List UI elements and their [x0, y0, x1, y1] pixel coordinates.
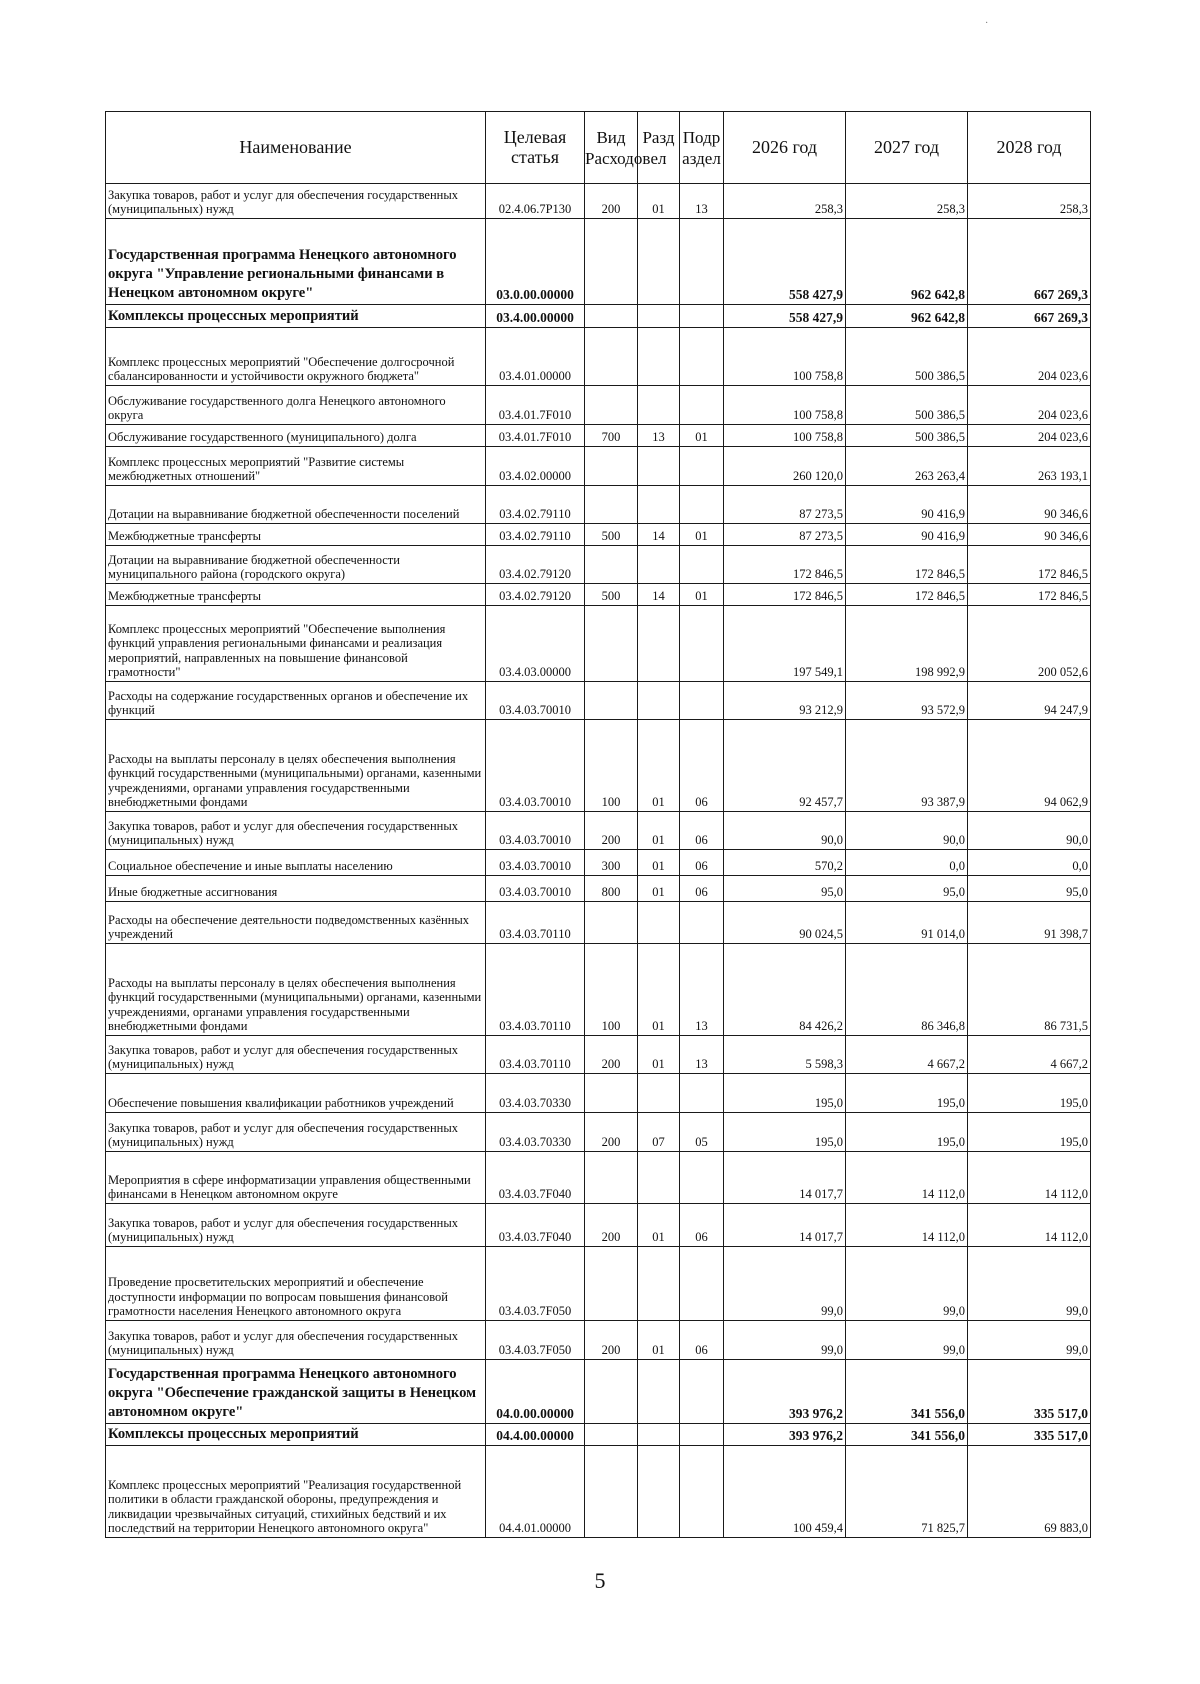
table-row: [106, 902, 1091, 944]
cell-name: Обслуживание государственного (муниципального) долга: [106, 425, 486, 447]
cell-2027: 14 112,0: [846, 1152, 968, 1204]
cell-name: Дотации на выравнивание бюджетной обеспеченности поселений: [106, 486, 486, 524]
cell-target-article: 03.4.01.7F010: [486, 425, 585, 447]
header-podrazdel: Подр аздел: [680, 112, 724, 184]
cell-subsection: [680, 386, 724, 425]
cell-2026: 5 598,3: [724, 1036, 846, 1074]
cell-section: 07: [638, 1113, 680, 1152]
cell-expense-type: [585, 682, 638, 720]
cell-target-article: 03.4.02.79110: [486, 486, 585, 524]
cell-2028: 91 398,7: [968, 902, 1091, 944]
cell-section: [638, 486, 680, 524]
table-row: [106, 1036, 1091, 1074]
cell-name: Закупка товаров, работ и услуг для обеспечения государственных (муниципальных) нужд: [106, 1321, 486, 1360]
table-row: [106, 184, 1091, 219]
table-row: [106, 1247, 1091, 1321]
cell-subsection: [680, 1446, 724, 1538]
cell-2026: 258,3: [724, 184, 846, 219]
cell-expense-type: [585, 1074, 638, 1113]
cell-2027: 341 556,0: [846, 1360, 968, 1424]
header-vid: Вид Расходов: [585, 112, 638, 184]
cell-2027: 0,0: [846, 850, 968, 876]
cell-2026: 197 549,1: [724, 606, 846, 682]
cell-name: Расходы на выплаты персоналу в целях обеспечения выполнения функций государственными (муниципальными) органами, казенными учреждениями, органами управления государственными внебюджетными фондами: [106, 720, 486, 812]
cell-2028: 0,0: [968, 850, 1091, 876]
header-2027: 2027 год: [846, 112, 968, 184]
cell-target-article: 03.4.03.70110: [486, 1036, 585, 1074]
cell-2028: 204 023,6: [968, 328, 1091, 386]
table-row: [106, 305, 1091, 328]
page-number: 5: [594, 1568, 606, 1593]
cell-section: [638, 305, 680, 328]
cell-2028: 263 193,1: [968, 447, 1091, 486]
cell-subsection: [680, 1247, 724, 1321]
cell-name: Комплекс процессных мероприятий "Реализация государственной политики в области гражданской обороны, предупреждения и ликвидации чрезвычайных ситуаций, стихийных бедствий и их последствий на территории Ненецкого автономного округа": [106, 1446, 486, 1538]
cell-section: 01: [638, 850, 680, 876]
cell-subsection: [680, 1360, 724, 1424]
cell-2028: 90 346,6: [968, 524, 1091, 546]
cell-2028: 335 517,0: [968, 1424, 1091, 1446]
cell-name: Комплекс процессных мероприятий "Обеспечение выполнения функций управления региональными финансами и реализация мероприятий, направленных на повышение финансовой грамотности": [106, 606, 486, 682]
cell-expense-type: [585, 386, 638, 425]
cell-2028: 258,3: [968, 184, 1091, 219]
cell-subsection: [680, 447, 724, 486]
cell-section: [638, 1247, 680, 1321]
cell-subsection: 06: [680, 1204, 724, 1247]
cell-2026: 14 017,7: [724, 1152, 846, 1204]
cell-target-article: 03.4.02.00000: [486, 447, 585, 486]
cell-target-article: 04.4.00.00000: [486, 1424, 585, 1446]
cell-2028: 204 023,6: [968, 386, 1091, 425]
cell-target-article: 03.4.02.79120: [486, 584, 585, 606]
cell-expense-type: 500: [585, 524, 638, 546]
cell-2026: 570,2: [724, 850, 846, 876]
cell-subsection: [680, 1424, 724, 1446]
cell-section: [638, 1074, 680, 1113]
cell-target-article: 03.4.03.70010: [486, 682, 585, 720]
cell-target-article: 03.4.02.79120: [486, 546, 585, 584]
cell-subsection: 06: [680, 850, 724, 876]
cell-expense-type: 200: [585, 184, 638, 219]
cell-2026: 99,0: [724, 1321, 846, 1360]
cell-2027: 962 642,8: [846, 305, 968, 328]
cell-expense-type: [585, 219, 638, 305]
table-row: [106, 486, 1091, 524]
cell-2026: 14 017,7: [724, 1204, 846, 1247]
cell-target-article: 04.0.00.00000: [486, 1360, 585, 1424]
cell-target-article: 03.4.00.00000: [486, 305, 585, 328]
cell-2028: 69 883,0: [968, 1446, 1091, 1538]
cell-expense-type: 100: [585, 720, 638, 812]
cell-target-article: 03.4.03.70010: [486, 876, 585, 902]
cell-2027: 93 387,9: [846, 720, 968, 812]
cell-name: Государственная программа Ненецкого автономного округа "Управление региональными финансами в Ненецком автономном округе": [106, 219, 486, 305]
cell-expense-type: [585, 447, 638, 486]
cell-name: Закупка товаров, работ и услуг для обеспечения государственных (муниципальных) нужд: [106, 1204, 486, 1247]
cell-2028: 204 023,6: [968, 425, 1091, 447]
cell-2027: 95,0: [846, 876, 968, 902]
cell-2026: 172 846,5: [724, 546, 846, 584]
table-row: [106, 682, 1091, 720]
cell-expense-type: 700: [585, 425, 638, 447]
cell-2028: 86 731,5: [968, 944, 1091, 1036]
cell-2027: 258,3: [846, 184, 968, 219]
cell-target-article: 03.4.03.7F050: [486, 1321, 585, 1360]
cell-subsection: [680, 902, 724, 944]
cell-subsection: [680, 1152, 724, 1204]
table-row: [106, 386, 1091, 425]
cell-expense-type: [585, 486, 638, 524]
cell-name: Расходы на содержание государственных органов и обеспечение их функций: [106, 682, 486, 720]
cell-name: Мероприятия в сфере информатизации управления общественными финансами в Ненецком автономном округе: [106, 1152, 486, 1204]
cell-section: 01: [638, 1204, 680, 1247]
cell-section: [638, 219, 680, 305]
cell-subsection: [680, 486, 724, 524]
cell-section: 14: [638, 584, 680, 606]
cell-subsection: 13: [680, 1036, 724, 1074]
cell-expense-type: [585, 1247, 638, 1321]
cell-name: Государственная программа Ненецкого автономного округа "Обеспечение гражданской защиты в Ненецком автономном округе": [106, 1360, 486, 1424]
table-row: [106, 720, 1091, 812]
cell-expense-type: 100: [585, 944, 638, 1036]
cell-2027: 500 386,5: [846, 386, 968, 425]
cell-2026: 90,0: [724, 812, 846, 850]
cell-subsection: 06: [680, 1321, 724, 1360]
cell-target-article: 03.4.03.7F040: [486, 1204, 585, 1247]
cell-expense-type: [585, 1446, 638, 1538]
cell-name: Закупка товаров, работ и услуг для обеспечения государственных (муниципальных) нужд: [106, 1036, 486, 1074]
cell-section: [638, 386, 680, 425]
cell-target-article: 03.4.03.7F040: [486, 1152, 585, 1204]
table-row: [106, 328, 1091, 386]
cell-subsection: 01: [680, 425, 724, 447]
cell-section: 01: [638, 1321, 680, 1360]
cell-name: Закупка товаров, работ и услуг для обеспечения государственных (муниципальных) нужд: [106, 812, 486, 850]
cell-expense-type: 200: [585, 1204, 638, 1247]
cell-section: [638, 1446, 680, 1538]
table-row: [106, 1204, 1091, 1247]
cell-subsection: 06: [680, 720, 724, 812]
cell-2027: 195,0: [846, 1074, 968, 1113]
table-row: [106, 1424, 1091, 1446]
cell-2026: 100 758,8: [724, 386, 846, 425]
cell-name: Комплекс процессных мероприятий "Обеспечение долгосрочной сбалансированности и устойчивости окружного бюджета": [106, 328, 486, 386]
budget-table: [105, 111, 1091, 1538]
cell-2028: 335 517,0: [968, 1360, 1091, 1424]
cell-subsection: 01: [680, 524, 724, 546]
cell-2028: 172 846,5: [968, 584, 1091, 606]
cell-name: Расходы на обеспечение деятельности подведомственных казённых учреждений: [106, 902, 486, 944]
table-row: [106, 546, 1091, 584]
cell-name: Проведение просветительских мероприятий и обеспечение доступности информации по вопросам повышения финансовой грамотности населения Ненецкого автономного округа: [106, 1247, 486, 1321]
header-name: Наименование: [106, 112, 486, 184]
cell-2027: 14 112,0: [846, 1204, 968, 1247]
table-row: [106, 606, 1091, 682]
cell-expense-type: [585, 1360, 638, 1424]
cell-2027: 99,0: [846, 1321, 968, 1360]
table-row: [106, 1152, 1091, 1204]
table-row: [106, 876, 1091, 902]
cell-subsection: 13: [680, 184, 724, 219]
cell-2027: 263 263,4: [846, 447, 968, 486]
header-2026: 2026 год: [724, 112, 846, 184]
cell-name: Обеспечение повышения квалификации работников учреждений: [106, 1074, 486, 1113]
cell-2028: 14 112,0: [968, 1204, 1091, 1247]
cell-subsection: [680, 546, 724, 584]
cell-2026: 558 427,9: [724, 305, 846, 328]
cell-2028: 95,0: [968, 876, 1091, 902]
cell-target-article: 03.4.03.70010: [486, 812, 585, 850]
cell-2028: 90,0: [968, 812, 1091, 850]
cell-expense-type: [585, 1152, 638, 1204]
cell-section: [638, 1152, 680, 1204]
cell-2027: 86 346,8: [846, 944, 968, 1036]
cell-expense-type: 200: [585, 1113, 638, 1152]
cell-2028: 99,0: [968, 1321, 1091, 1360]
cell-2026: 393 976,2: [724, 1424, 846, 1446]
cell-2028: 195,0: [968, 1074, 1091, 1113]
cell-expense-type: 200: [585, 1321, 638, 1360]
table-row: [106, 1321, 1091, 1360]
table-body: [106, 184, 1091, 1538]
cell-section: 13: [638, 425, 680, 447]
cell-subsection: 06: [680, 876, 724, 902]
cell-expense-type: [585, 328, 638, 386]
scan-mark: ·: [985, 18, 989, 29]
cell-2026: 393 976,2: [724, 1360, 846, 1424]
cell-2026: 195,0: [724, 1113, 846, 1152]
cell-target-article: 03.4.01.00000: [486, 328, 585, 386]
table-row: [106, 1074, 1091, 1113]
cell-section: [638, 902, 680, 944]
cell-2028: 99,0: [968, 1247, 1091, 1321]
cell-name: Иные бюджетные ассигнования: [106, 876, 486, 902]
cell-section: [638, 682, 680, 720]
cell-2027: 4 667,2: [846, 1036, 968, 1074]
table-row: [106, 219, 1091, 305]
cell-section: [638, 606, 680, 682]
cell-2026: 260 120,0: [724, 447, 846, 486]
cell-2026: 172 846,5: [724, 584, 846, 606]
cell-2027: 341 556,0: [846, 1424, 968, 1446]
cell-2028: 4 667,2: [968, 1036, 1091, 1074]
cell-section: [638, 328, 680, 386]
cell-section: 01: [638, 812, 680, 850]
cell-target-article: 03.4.03.70110: [486, 902, 585, 944]
cell-2028: 667 269,3: [968, 305, 1091, 328]
cell-expense-type: 500: [585, 584, 638, 606]
cell-section: [638, 1360, 680, 1424]
cell-2028: 94 062,9: [968, 720, 1091, 812]
cell-2027: 93 572,9: [846, 682, 968, 720]
cell-target-article: 04.4.01.00000: [486, 1446, 585, 1538]
cell-name: Закупка товаров, работ и услуг для обеспечения государственных (муниципальных) нужд: [106, 1113, 486, 1152]
cell-2027: 90,0: [846, 812, 968, 850]
cell-2028: 94 247,9: [968, 682, 1091, 720]
cell-2028: 172 846,5: [968, 546, 1091, 584]
header-2028: 2028 год: [968, 112, 1091, 184]
cell-2026: 100 459,4: [724, 1446, 846, 1538]
table-row: [106, 1113, 1091, 1152]
cell-target-article: 03.4.03.70330: [486, 1113, 585, 1152]
cell-section: 14: [638, 524, 680, 546]
cell-section: [638, 447, 680, 486]
table-row: [106, 944, 1091, 1036]
cell-2028: 195,0: [968, 1113, 1091, 1152]
cell-2027: 198 992,9: [846, 606, 968, 682]
cell-2026: 100 758,8: [724, 328, 846, 386]
cell-2026: 90 024,5: [724, 902, 846, 944]
table-row: [106, 812, 1091, 850]
table-row: [106, 1360, 1091, 1424]
cell-2027: 195,0: [846, 1113, 968, 1152]
cell-expense-type: [585, 902, 638, 944]
cell-name: Межбюджетные трансферты: [106, 584, 486, 606]
cell-target-article: 03.4.03.70010: [486, 850, 585, 876]
cell-target-article: 03.4.02.79110: [486, 524, 585, 546]
cell-2026: 84 426,2: [724, 944, 846, 1036]
cell-expense-type: 800: [585, 876, 638, 902]
cell-2026: 92 457,7: [724, 720, 846, 812]
cell-2026: 87 273,5: [724, 486, 846, 524]
cell-2027: 99,0: [846, 1247, 968, 1321]
cell-section: 01: [638, 184, 680, 219]
cell-2026: 87 273,5: [724, 524, 846, 546]
table-row: [106, 1446, 1091, 1538]
cell-subsection: 13: [680, 944, 724, 1036]
cell-target-article: 03.4.03.70010: [486, 720, 585, 812]
cell-expense-type: 200: [585, 1036, 638, 1074]
table-row: [106, 447, 1091, 486]
cell-subsection: [680, 328, 724, 386]
cell-name: Дотации на выравнивание бюджетной обеспеченности муниципального района (городского округа): [106, 546, 486, 584]
table-row: [106, 850, 1091, 876]
cell-subsection: 01: [680, 584, 724, 606]
cell-subsection: 05: [680, 1113, 724, 1152]
cell-name: Комплексы процессных мероприятий: [106, 1424, 486, 1446]
header-article: Целевая статья: [486, 112, 585, 184]
cell-2026: 558 427,9: [724, 219, 846, 305]
cell-name: Социальное обеспечение и иные выплаты населению: [106, 850, 486, 876]
cell-2028: 90 346,6: [968, 486, 1091, 524]
cell-name: Межбюджетные трансферты: [106, 524, 486, 546]
table-header-row: [106, 112, 1091, 184]
cell-section: 01: [638, 720, 680, 812]
table-row: [106, 524, 1091, 546]
cell-2027: 90 416,9: [846, 486, 968, 524]
table-row: [106, 425, 1091, 447]
cell-2026: 95,0: [724, 876, 846, 902]
cell-target-article: 03.4.03.70330: [486, 1074, 585, 1113]
cell-section: 01: [638, 1036, 680, 1074]
cell-2027: 71 825,7: [846, 1446, 968, 1538]
cell-2028: 200 052,6: [968, 606, 1091, 682]
header-razdel: Разд ел: [638, 112, 680, 184]
cell-2027: 962 642,8: [846, 219, 968, 305]
cell-section: 01: [638, 876, 680, 902]
cell-2026: 195,0: [724, 1074, 846, 1113]
cell-section: 01: [638, 944, 680, 1036]
cell-name: Закупка товаров, работ и услуг для обеспечения государственных (муниципальных) нужд: [106, 184, 486, 219]
cell-name: Комплексы процессных мероприятий: [106, 305, 486, 328]
cell-target-article: 02.4.06.7Р130: [486, 184, 585, 219]
cell-target-article: 03.4.03.70110: [486, 944, 585, 1036]
cell-expense-type: [585, 546, 638, 584]
cell-2027: 172 846,5: [846, 546, 968, 584]
cell-2027: 172 846,5: [846, 584, 968, 606]
cell-subsection: [680, 1074, 724, 1113]
cell-target-article: 03.0.00.00000: [486, 219, 585, 305]
cell-2027: 90 416,9: [846, 524, 968, 546]
cell-name: Расходы на выплаты персоналу в целях обеспечения выполнения функций государственными (муниципальными) органами, казенными учреждениями, органами управления государственными внебюджетными фондами: [106, 944, 486, 1036]
cell-2027: 500 386,5: [846, 328, 968, 386]
cell-2026: 99,0: [724, 1247, 846, 1321]
cell-expense-type: [585, 1424, 638, 1446]
cell-2028: 667 269,3: [968, 219, 1091, 305]
cell-target-article: 03.4.03.00000: [486, 606, 585, 682]
cell-target-article: 03.4.01.7F010: [486, 386, 585, 425]
cell-expense-type: 300: [585, 850, 638, 876]
cell-2028: 14 112,0: [968, 1152, 1091, 1204]
cell-section: [638, 1424, 680, 1446]
cell-2027: 500 386,5: [846, 425, 968, 447]
cell-subsection: [680, 682, 724, 720]
cell-subsection: [680, 305, 724, 328]
cell-subsection: [680, 606, 724, 682]
cell-name: Обслуживание государственного долга Ненецкого автономного округа: [106, 386, 486, 425]
table-row: [106, 584, 1091, 606]
cell-section: [638, 546, 680, 584]
cell-target-article: 03.4.03.7F050: [486, 1247, 585, 1321]
cell-subsection: 06: [680, 812, 724, 850]
cell-name: Комплекс процессных мероприятий "Развитие системы межбюджетных отношений": [106, 447, 486, 486]
cell-2027: 91 014,0: [846, 902, 968, 944]
cell-expense-type: [585, 606, 638, 682]
cell-2026: 93 212,9: [724, 682, 846, 720]
cell-expense-type: [585, 305, 638, 328]
cell-subsection: [680, 219, 724, 305]
cell-expense-type: 200: [585, 812, 638, 850]
cell-2026: 100 758,8: [724, 425, 846, 447]
